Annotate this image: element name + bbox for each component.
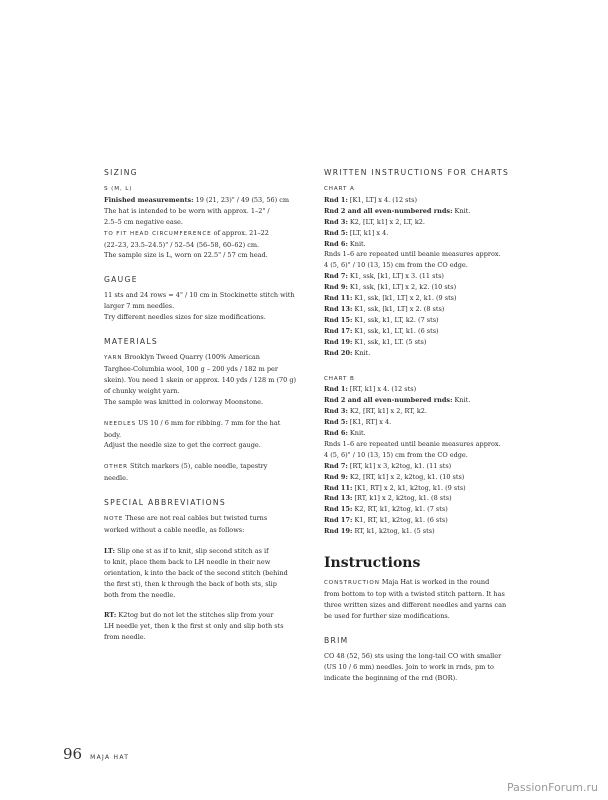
yarn-text: Targhee-Columbia wool, 100 g – 200 yds / 182 m per xyxy=(104,364,278,373)
lt-definition: the first st), then k through the back of both sts, slip xyxy=(104,579,277,588)
chart-b-label: CHART B xyxy=(324,375,355,382)
construction-text: be used for further size modifications. xyxy=(324,611,450,620)
abbreviations-heading: SPECIAL ABBREVIATIONS xyxy=(104,498,226,508)
chart-b-rows xyxy=(324,384,524,537)
written-instructions-heading: WRITTEN INSTRUCTIONS FOR CHARTS xyxy=(324,168,510,177)
sizing-text: 2.5–5 cm negative ease. xyxy=(104,217,183,226)
construction-text: three written sizes and different needles and yarns can xyxy=(324,600,507,609)
chart-b-row: Rnd 11: [K1, RT] x 2, k1, k2tog, k1. (9 sts) xyxy=(324,483,466,492)
chart-b-row: Rnd 9: K2, [RT, k1] x 2, k2tog, k1. (10 sts) xyxy=(324,472,465,481)
page-number: 96 xyxy=(63,745,83,763)
sizing-text: The sample size is L, worn on 22.5" / 57 cm head. xyxy=(104,251,268,260)
other-text: needle. xyxy=(104,474,129,483)
chart-a-row: Rnd 19: K1, ssk, k1, LT. (5 sts) xyxy=(324,337,427,346)
pattern-name: MAJA HAT xyxy=(90,754,130,761)
brim-heading: BRIM xyxy=(324,635,349,645)
chart-b-row: Rnd 17: K1, RT, k1, k2tog, k1. (6 sts) xyxy=(324,516,448,525)
rt-definition: LH needle yet, then k the first st only and slip both sts xyxy=(104,622,284,631)
chart-b-row: Rnd 2 and all even-numbered rnds: Knit. xyxy=(324,396,471,405)
left-column xyxy=(104,168,300,643)
note-text: NOTE These are not real cables but twisted turns xyxy=(104,514,268,523)
gauge-heading: GAUGE xyxy=(104,275,138,285)
construction-text: from bottom to top with a twisted stitch pattern. It has xyxy=(324,590,505,598)
lt-definition: to knit, place them back to LH needle in their new xyxy=(104,557,271,566)
sizing-heading: SIZING xyxy=(104,168,138,177)
chart-b-row: 4 (5, 6)" / 10 (13, 15) cm from the CO edge. xyxy=(324,450,468,459)
rt-definition: from needle. xyxy=(104,633,146,642)
chart-a-row: Rnd 20: Knit. xyxy=(324,348,371,357)
lt-definition: orientation, k into the back of the second stitch (behind xyxy=(104,568,288,577)
needles-text: NEEDLES US 10 / 6 mm for ribbing. 7 mm for the hat xyxy=(104,418,281,427)
chart-b-row: Rnd 1: [RT, k1] x 4. (12 sts) xyxy=(324,385,417,394)
chart-a-row: Rnd 5: [LT, k1] x 4. xyxy=(324,228,389,237)
chart-b-row: Rnds 1–6 are repeated until beanie measures approx. xyxy=(324,439,501,448)
chart-a-row: Rnd 13: K1, ssk, [k1, LT] x 2. (8 sts) xyxy=(324,304,445,313)
chart-b-row: Rnd 7: [RT, k1] x 3, k2tog, k1. (11 sts) xyxy=(324,461,452,470)
chart-b-row: Rnd 15: K2, RT, k1, k2tog, k1. (7 sts) xyxy=(324,505,448,514)
chart-b-row: Rnd 13: [RT, k1] x 2, k2tog, k1. (8 sts) xyxy=(324,494,452,503)
yarn-text: skein). You need 1 skein or approx. 140 yds / 128 m (70 g) xyxy=(104,375,297,384)
chart-a-row: Rnd 6: Knit. xyxy=(324,239,366,248)
chart-a-rows xyxy=(324,195,524,359)
chart-a-row: Rnd 15: K1, ssk, k1, LT, k2. (7 sts) xyxy=(324,315,439,324)
sizing-text: (22–23, 23.5–24.5)" / 52–54 (56–58, 60–62) cm. xyxy=(104,240,260,249)
chart-a-row: Rnd 3: K2, [LT, k1] x 2, LT, k2. xyxy=(324,217,425,226)
chart-b-row: Rnd 3: K2, [RT, k1] x 2, RT, k2. xyxy=(324,407,427,416)
note-text: worked without a cable needle, as follows: xyxy=(104,526,245,535)
head-circumference: TO FIT HEAD CIRCUMFERENCE of approx. 21–22 xyxy=(104,228,269,237)
yarn-text: YARN Brooklyn Tweed Quarry (100% American xyxy=(104,353,260,362)
chart-b-row: Rnd 19: RT, k1, k2tog, k1. (5 sts) xyxy=(324,527,435,536)
chart-a-row: 4 (5, 6)" / 10 (13, 15) cm from the CO edge. xyxy=(324,261,468,270)
watermark: PassionForum.ru xyxy=(507,781,598,794)
chart-b-row: Rnd 6: Knit. xyxy=(324,429,366,438)
chart-a-row: Rnd 17: K1, ssk, k1, LT, k1. (6 sts) xyxy=(324,326,439,335)
sizing-text: The hat is intended to be worn with approx. 1–2" / xyxy=(104,206,270,215)
finished-measurements: Finished measurements: 19 (21, 23)" / 49 (53, 56) cm xyxy=(104,195,289,204)
lt-definition: both from the needle. xyxy=(104,590,176,599)
chart-a-row: Rnd 11: K1, ssk, [k1, LT] x 2, k1. (9 sts) xyxy=(324,294,457,303)
chart-a-row: Rnd 1: [K1, LT] x 4. (12 sts) xyxy=(324,195,418,204)
brim-text: indicate the beginning of the rnd (BOR). xyxy=(324,673,458,682)
chart-b-row: Rnd 5: [K1, RT] x 4. xyxy=(324,418,392,427)
sizes-label: S (M, L) xyxy=(104,186,133,192)
materials-heading: MATERIALS xyxy=(104,337,159,347)
gauge-text: larger 7 mm needles. xyxy=(104,302,175,311)
brim-text: CO 48 (52, 56) sts using the long-tail CO with smaller xyxy=(324,651,502,660)
construction-text: CONSTRUCTION Maja Hat is worked in the round xyxy=(324,578,490,587)
gauge-text: 11 sts and 24 rows = 4" / 10 cm in Stockinette stitch with xyxy=(104,291,295,300)
gauge-text: Try different needles sizes for size modifications. xyxy=(104,313,266,322)
chart-a-row: Rnd 2 and all even-numbered rnds: Knit. xyxy=(324,206,471,215)
lt-definition: LT: Slip one st as if to knit, slip second stitch as if xyxy=(104,546,269,555)
brim-text: (US 10 / 6 mm) needles. Join to work in rnds, pm to xyxy=(324,662,494,671)
yarn-text: of chunky weight yarn. xyxy=(104,386,180,395)
instructions-title: Instructions xyxy=(324,555,421,572)
chart-a-label: CHART A xyxy=(324,186,355,192)
right-column xyxy=(324,168,524,683)
chart-a-row: Rnd 9: K1, ssk, [k1, LT] x 2, k2. (10 sts) xyxy=(324,283,457,292)
yarn-text: The sample was knitted in colorway Moonstone. xyxy=(104,397,264,406)
page-footer xyxy=(63,745,129,763)
needles-text: body. xyxy=(104,430,122,439)
needles-text: Adjust the needle size to get the correct gauge. xyxy=(104,441,261,450)
chart-a-row: Rnd 7: K1, ssk, [k1, LT] x 3. (11 sts) xyxy=(324,272,444,281)
other-text: OTHER Stitch markers (5), cable needle, tapestry xyxy=(104,462,268,471)
chart-a-row: Rnds 1–6 are repeated until beanie measures approx. xyxy=(324,250,501,259)
rt-definition: RT: K2tog but do not let the stitches slip from your xyxy=(104,611,274,620)
